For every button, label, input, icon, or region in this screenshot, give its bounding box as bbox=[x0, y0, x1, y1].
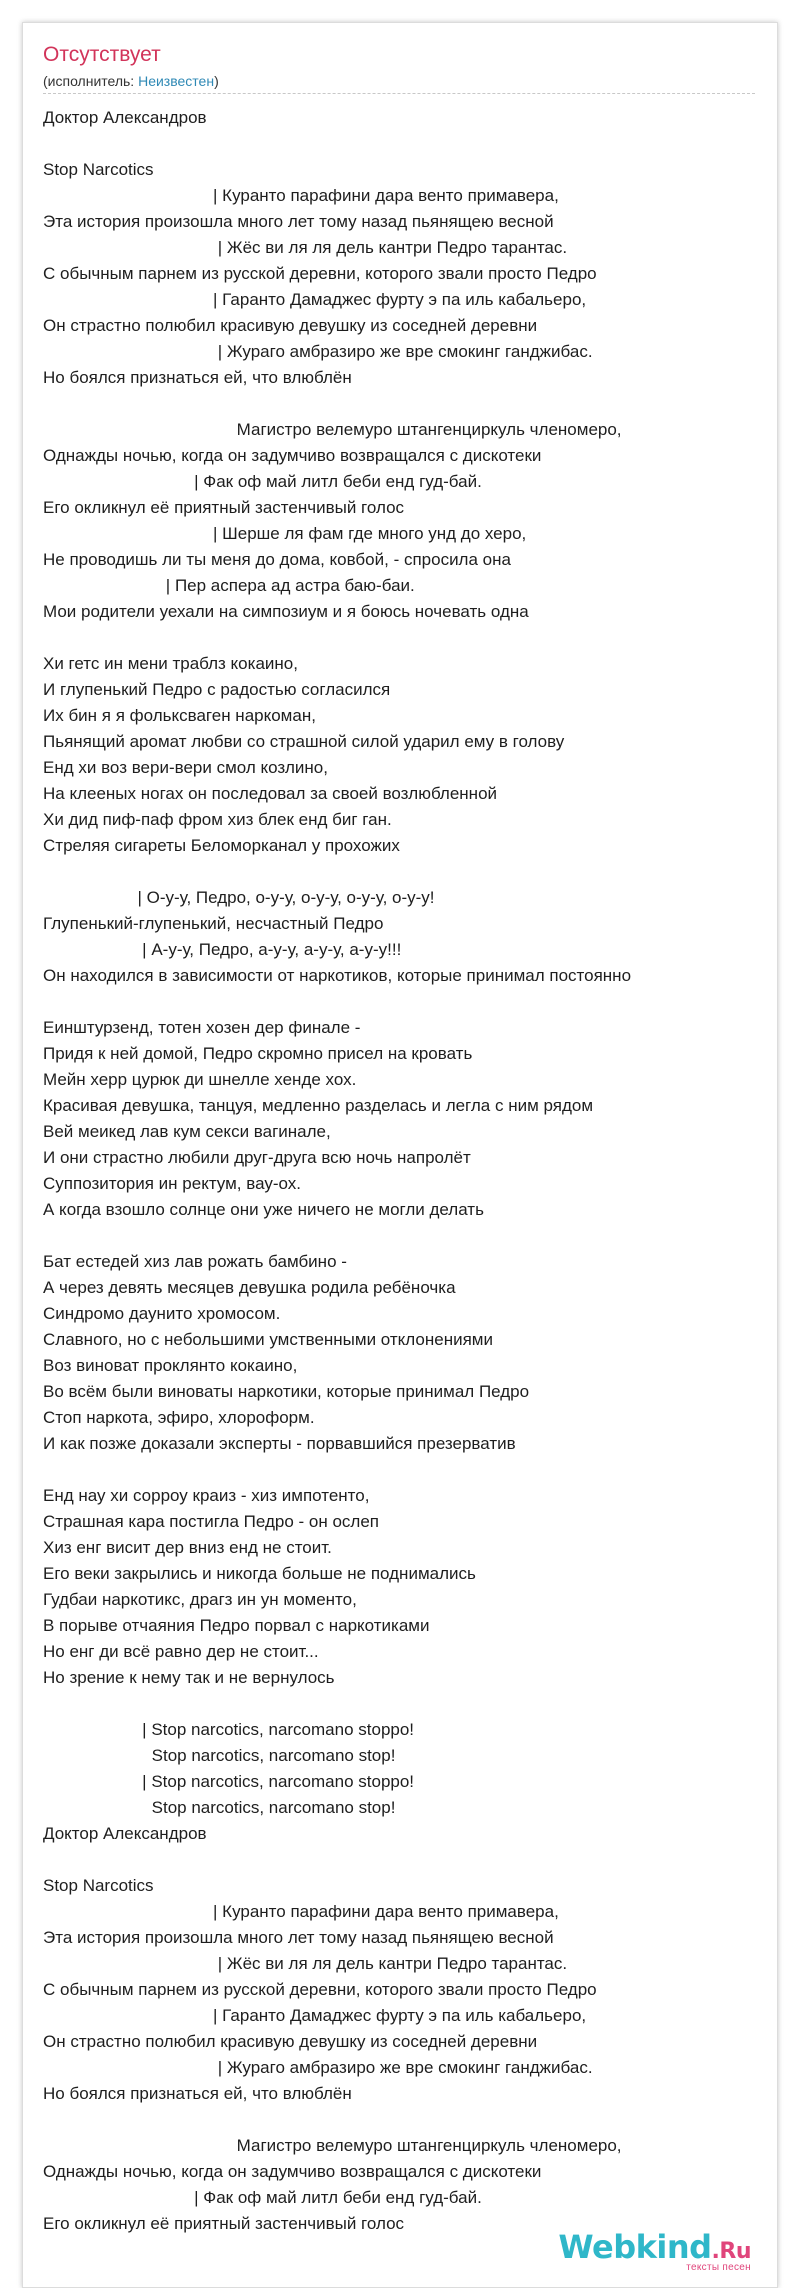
lyric-line: Синдромо даунито хромосом. bbox=[43, 1304, 281, 1323]
performer-link[interactable]: Неизвестен bbox=[138, 73, 215, 89]
lyric-line: В порыве отчаяния Педро порвал с наркотиками bbox=[43, 1616, 430, 1635]
performer-line bbox=[43, 73, 219, 89]
lyric-line: | Гаранто Дамаджес фурту э па иль кабальеро, bbox=[43, 2006, 587, 2025]
lyric-line: Его окликнул её приятный застенчивый голос bbox=[43, 498, 405, 517]
lyric-line: | Пер аспера ад астра баю-баи. bbox=[43, 576, 415, 595]
lyric-line bbox=[43, 1457, 773, 1483]
lyric-line: Еинштурзенд, тотен хозен дер финале - bbox=[43, 1018, 361, 1037]
lyric-line: | Жёс ви ля ля дель кантри Педро тарантас. bbox=[43, 1954, 568, 1973]
lyric-line: А через девять месяцев девушка родила ребёночка bbox=[43, 1278, 456, 1297]
lyric-line: Не проводишь ли ты меня до дома, ковбой, - спросила она bbox=[43, 550, 511, 569]
lyric-line: Хи гетс ин мени траблз кокаино, bbox=[43, 654, 298, 673]
lyric-line: | Гаранто Дамаджес фурту э па иль кабальеро, bbox=[43, 290, 587, 309]
lyric-line: И они страстно любили друг-друга всю ночь напролёт bbox=[43, 1148, 471, 1167]
lyric-line: Стреляя сигареты Беломорканал у прохожих bbox=[43, 836, 400, 855]
lyric-line: И глупенький Педро с радостью согласился bbox=[43, 680, 391, 699]
lyric-line: Енд нау хи сорроу краиз - хиз импотенто, bbox=[43, 1486, 370, 1505]
lyric-line: | Куранто парафини дара венто примавера, bbox=[43, 1902, 559, 1921]
lyric-line: Он страстно полюбил красивую девушку из соседней деревни bbox=[43, 316, 538, 335]
lyric-line: Во всём были виноваты наркотики, которые принимал Педро bbox=[43, 1382, 530, 1401]
lyric-line: | Жёс ви ля ля дель кантри Педро тарантас. bbox=[43, 238, 568, 257]
header-divider bbox=[43, 93, 755, 94]
lyric-line: Но боялся признаться ей, что влюблён bbox=[43, 2084, 352, 2103]
lyrics-card bbox=[22, 22, 778, 2288]
lyric-line: | Шерше ля фам где много унд до херо, bbox=[43, 524, 527, 543]
lyric-line: Енд хи воз вери-вери смол козлино, bbox=[43, 758, 328, 777]
performer-prefix: (исполнитель: bbox=[43, 73, 139, 89]
lyric-line: Магистро велемуро штангенциркуль членомеро, bbox=[43, 420, 622, 439]
lyric-line: Stop narcotics, narcomano stop! bbox=[43, 1746, 396, 1765]
lyric-line: Эта история произошла много лет тому назад пьянящею весной bbox=[43, 1928, 554, 1947]
webkind-logo[interactable] bbox=[558, 2228, 751, 2273]
lyric-line: Но енг ди всё равно дер не стоит... bbox=[43, 1642, 319, 1661]
lyric-line: | А-у-у, Педро, а-у-у, а-у-у, а-у-у!!! bbox=[43, 940, 402, 959]
lyric-line: Stop narcotics, narcomano stop! bbox=[43, 1798, 396, 1817]
lyric-line: Суппозитория ин ректум, вау-ох. bbox=[43, 1174, 301, 1193]
lyric-line: Пьянящий аромат любви со страшной силой ударил ему в голову bbox=[43, 732, 565, 751]
logo-suffix: .Ru bbox=[711, 2239, 751, 2264]
lyric-line: Его окликнул её приятный застенчивый голос bbox=[43, 2214, 405, 2233]
lyric-line: Однажды ночью, когда он задумчиво возвращался с дискотеки bbox=[43, 446, 542, 465]
lyric-line: Мои родители уехали на симпозиум и я боюсь ночевать одна bbox=[43, 602, 529, 621]
lyric-line bbox=[43, 859, 773, 885]
logo-tagline: тексты песен bbox=[686, 2262, 751, 2273]
lyric-line: Их бин я я фольксваген наркоман, bbox=[43, 706, 316, 725]
lyric-line: | Фак оф май литл беби енд гуд-бай. bbox=[43, 472, 482, 491]
lyric-line: И как позже доказали эксперты - порвавшийся презерватив bbox=[43, 1434, 516, 1453]
lyric-line: Он страстно полюбил красивую девушку из соседней деревни bbox=[43, 2032, 538, 2051]
lyric-line: Вей меикед лав кум секси вагинале, bbox=[43, 1122, 331, 1141]
lyric-line: Глупенький-глупенький, несчастный Педро bbox=[43, 914, 384, 933]
lyric-line: Его веки закрылись и никогда больше не поднимались bbox=[43, 1564, 476, 1583]
lyric-line: Хи дид пиф-паф фром хиз блек енд биг ган. bbox=[43, 810, 392, 829]
lyric-line: | О-у-у, Педро, о-у-у, о-у-у, о-у-у, о-у-у! bbox=[43, 888, 435, 907]
lyric-line: Доктор Александров bbox=[43, 108, 207, 127]
lyric-line: Stop Narcotics bbox=[43, 160, 154, 179]
lyric-line: | Stop narcotics, narcomano stoppo! bbox=[43, 1720, 415, 1739]
lyric-line bbox=[43, 2107, 773, 2133]
lyric-line: Гудбаи наркотикс, драгз ин ун моменто, bbox=[43, 1590, 357, 1609]
lyric-line bbox=[43, 625, 773, 651]
lyric-line: | Жураго амбразиро же вре смокинг ганджибас. bbox=[43, 2058, 593, 2077]
lyric-line: Придя к ней домой, Педро скромно присел на кровать bbox=[43, 1044, 473, 1063]
performer-suffix: ) bbox=[214, 73, 219, 89]
lyric-line: Однажды ночью, когда он задумчиво возвращался с дискотеки bbox=[43, 2162, 542, 2181]
lyric-line: С обычным парнем из русской деревни, которого звали просто Педро bbox=[43, 1980, 597, 1999]
lyric-line: Он находился в зависимости от наркотиков, которые принимал постоянно bbox=[43, 966, 632, 985]
lyric-line: | Куранто парафини дара венто примавера, bbox=[43, 186, 559, 205]
lyric-line: Воз виноват проклянто кокаино, bbox=[43, 1356, 298, 1375]
lyric-line: Но зрение к нему так и не вернулось bbox=[43, 1668, 335, 1687]
lyric-line bbox=[43, 391, 773, 417]
lyric-line: Страшная кара постигла Педро - он ослеп bbox=[43, 1512, 379, 1531]
lyric-line: Но боялся признаться ей, что влюблён bbox=[43, 368, 352, 387]
lyric-line: Славного, но с небольшими умственными отклонениями bbox=[43, 1330, 493, 1349]
lyric-line: Красивая девушка, танцуя, медленно разделась и легла с ним рядом bbox=[43, 1096, 594, 1115]
lyric-line bbox=[43, 1691, 773, 1717]
lyric-line: | Жураго амбразиро же вре смокинг ганджибас. bbox=[43, 342, 593, 361]
lyric-line: | Фак оф май литл беби енд гуд-бай. bbox=[43, 2188, 482, 2207]
lyric-line: А когда взошло солнце они уже ничего не могли делать bbox=[43, 1200, 484, 1219]
lyrics-text bbox=[43, 105, 773, 2237]
lyric-line: Стоп наркота, эфиро, хлороформ. bbox=[43, 1408, 315, 1427]
lyric-line: Магистро велемуро штангенциркуль членомеро, bbox=[43, 2136, 622, 2155]
lyric-line: На клееных ногах он последовал за своей возлюбленной bbox=[43, 784, 498, 803]
logo-name: Webkind bbox=[558, 2228, 712, 2266]
lyric-line: | Stop narcotics, narcomano stoppo! bbox=[43, 1772, 415, 1791]
lyric-line bbox=[43, 1223, 773, 1249]
logo-wordmark bbox=[558, 2228, 751, 2266]
lyric-line: Stop Narcotics bbox=[43, 1876, 154, 1895]
lyric-line: Доктор Александров bbox=[43, 1824, 207, 1843]
lyric-line: Эта история произошла много лет тому назад пьянящею весной bbox=[43, 212, 554, 231]
lyric-line bbox=[43, 989, 773, 1015]
lyric-line: С обычным парнем из русской деревни, которого звали просто Педро bbox=[43, 264, 597, 283]
lyric-line bbox=[43, 1847, 773, 1873]
lyric-line: Хиз енг висит дер вниз енд не стоит. bbox=[43, 1538, 332, 1557]
lyric-line bbox=[43, 131, 773, 157]
page-title: Отсутствует bbox=[43, 43, 161, 66]
lyric-line: Мейн херр цурюк ди шнелле хенде хох. bbox=[43, 1070, 357, 1089]
lyric-line: Бат естедей хиз лав рожать бамбино - bbox=[43, 1252, 347, 1271]
